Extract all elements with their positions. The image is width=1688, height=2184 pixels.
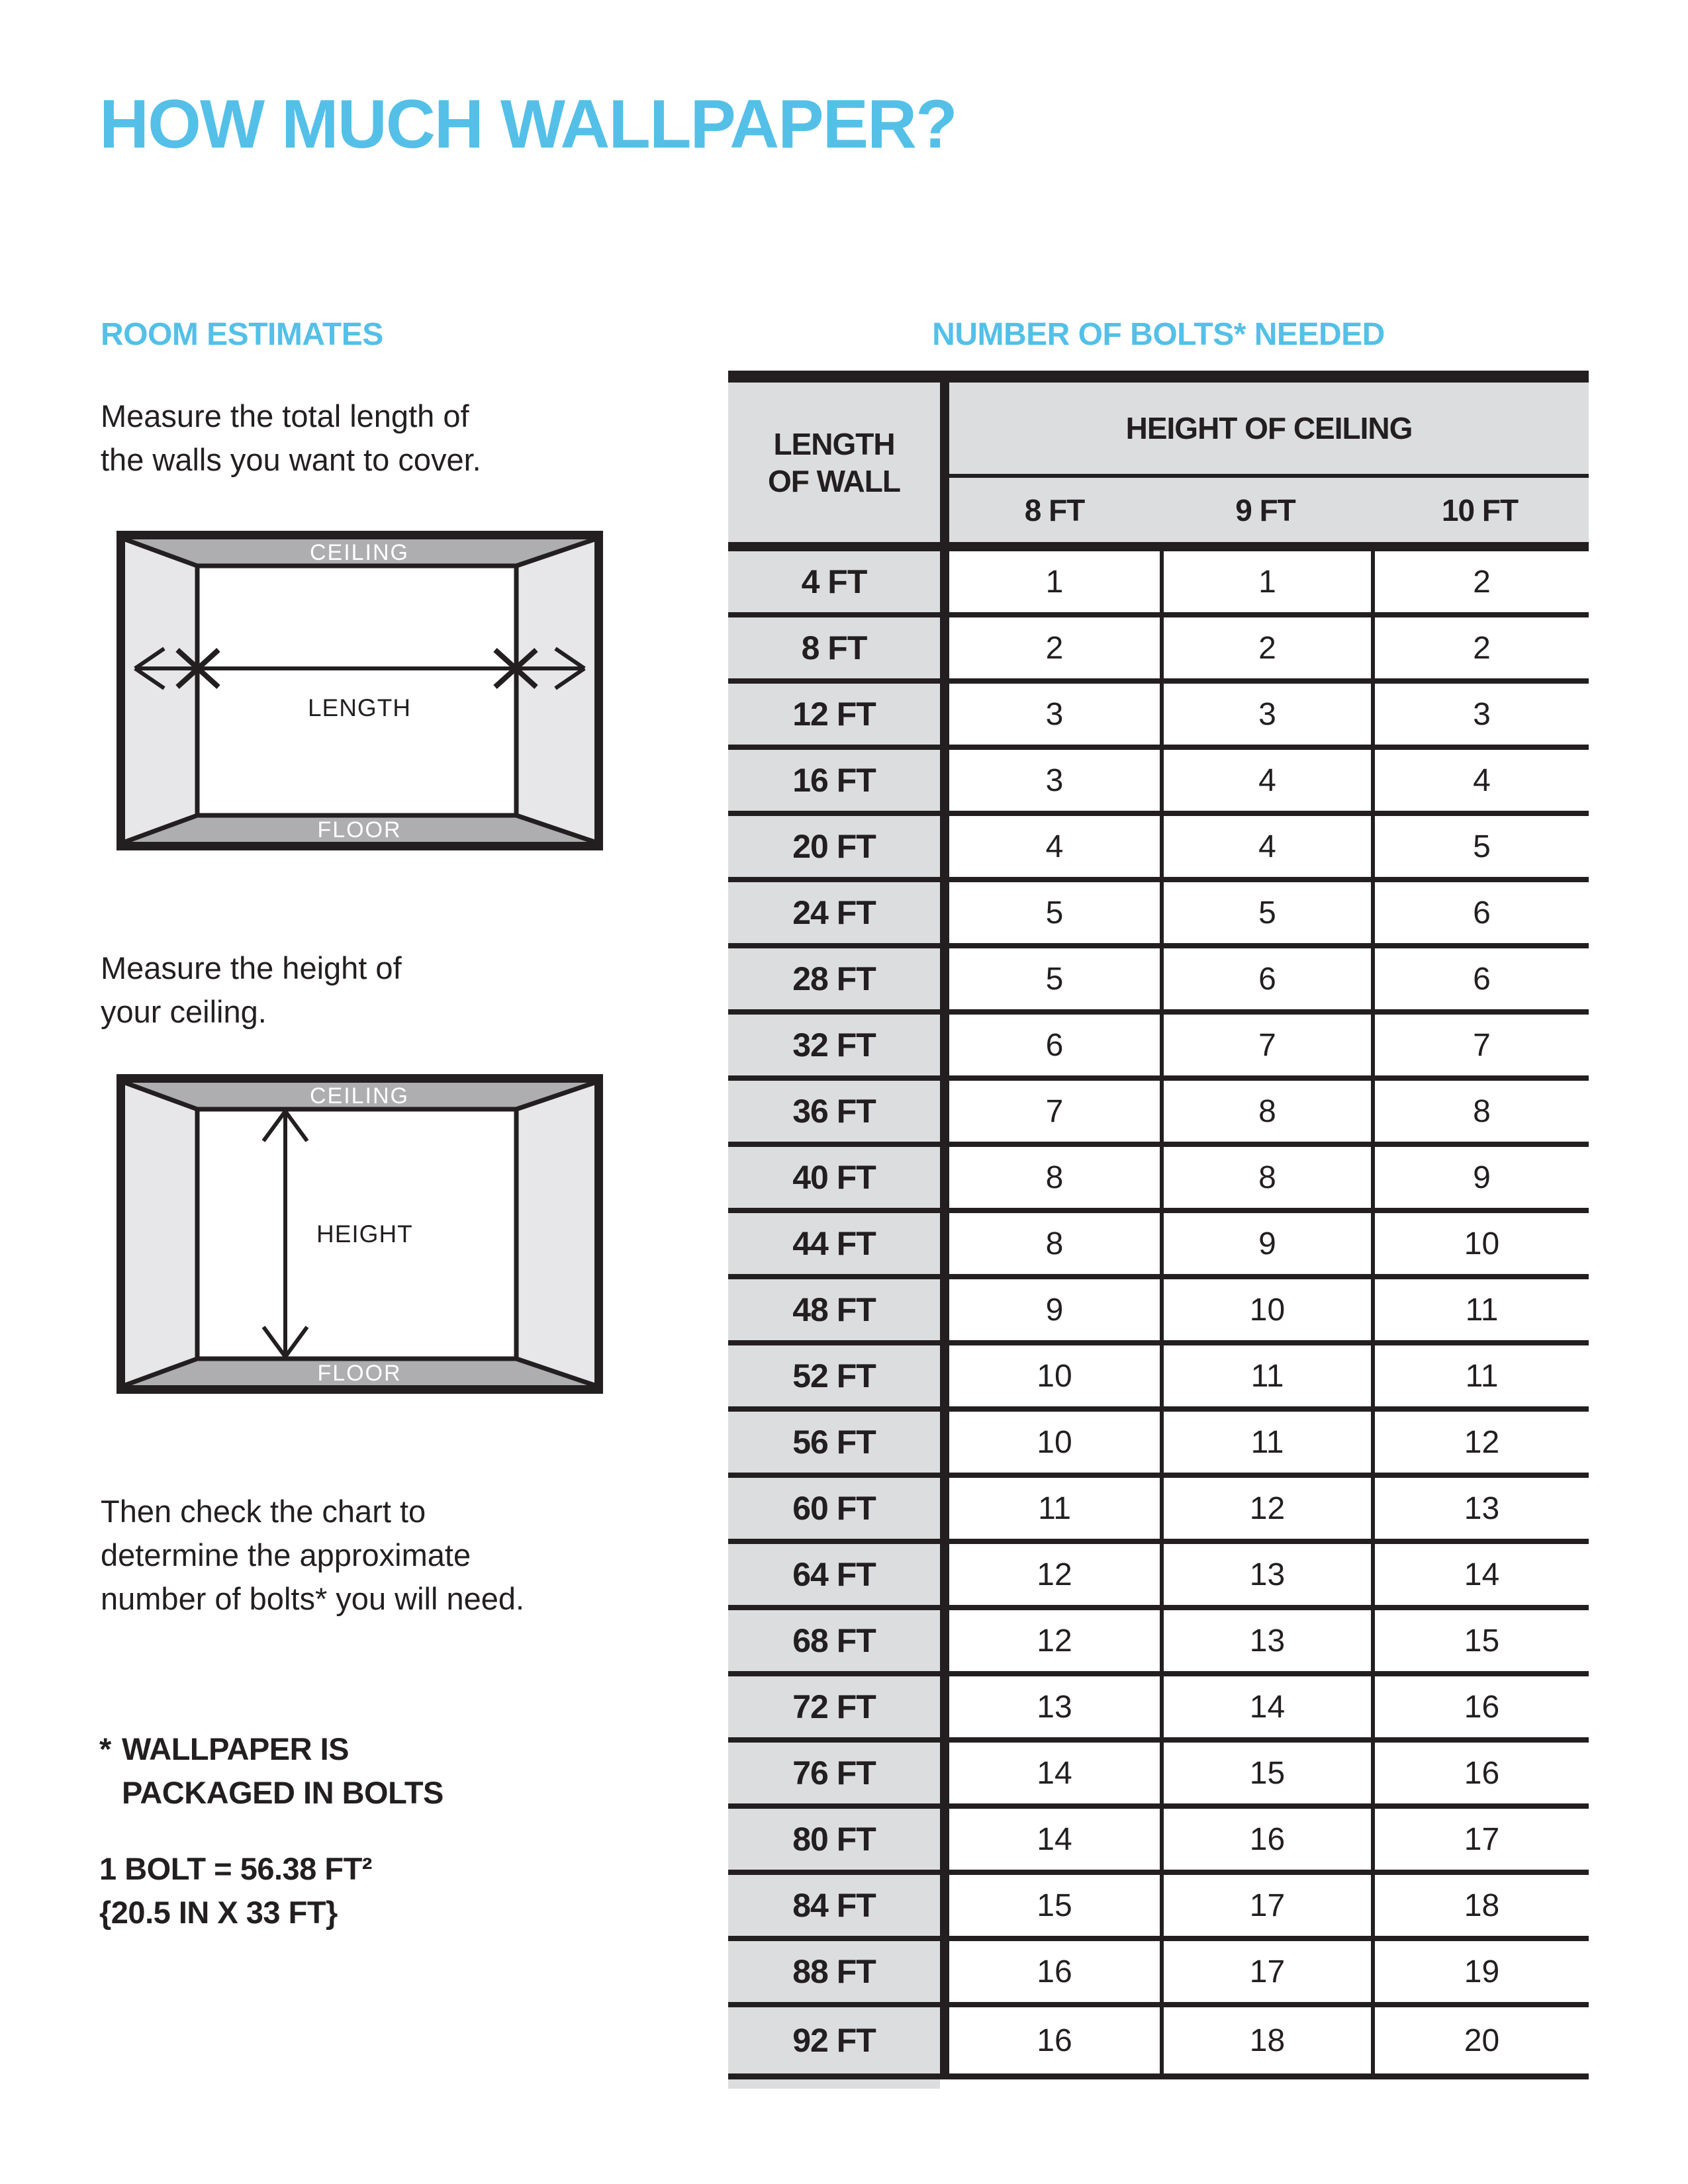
length-of-wall-header <box>728 383 940 542</box>
bolts-value: 17 <box>1371 1809 1589 1870</box>
floor-label: FLOOR <box>317 817 402 842</box>
table-row <box>728 1345 1589 1412</box>
wall-length-label: 64 FT <box>728 1544 940 1605</box>
bolts-value: 5 <box>949 882 1160 943</box>
wall-length-label: 76 FT <box>728 1743 940 1803</box>
bolts-value: 8 <box>1371 1081 1589 1142</box>
bolts-value: 10 <box>949 1412 1160 1473</box>
table-row <box>728 948 1589 1015</box>
wall-length-label: 8 FT <box>728 617 940 678</box>
bolts-value: 20 <box>1371 2007 1589 2073</box>
bolts-value: 2 <box>1371 617 1589 678</box>
paragraph-line: the walls you want to cover. <box>101 442 481 477</box>
ceiling-label: CEILING <box>309 1083 410 1109</box>
right-wall-panel <box>516 1083 594 1385</box>
bolts-value: 6 <box>949 1015 1160 1075</box>
bolts-value: 16 <box>1160 1809 1371 1870</box>
paragraph-line: number of bolts* you will need. <box>101 1581 525 1616</box>
table-row <box>728 617 1589 684</box>
measure-height-paragraph <box>101 946 402 1034</box>
paragraph-line: your ceiling. <box>101 994 267 1029</box>
paragraph-line: Measure the total length of <box>101 398 469 433</box>
bolts-value: 9 <box>1160 1213 1371 1274</box>
table-row <box>728 1213 1589 1279</box>
bolts-value: 5 <box>949 948 1160 1009</box>
paragraph-line: Then check the chart to <box>101 1494 426 1529</box>
bolts-value: 14 <box>949 1743 1160 1803</box>
bolts-value: 18 <box>1160 2007 1371 2073</box>
bolts-value: 8 <box>1160 1147 1371 1208</box>
bolts-value: 6 <box>1371 882 1589 943</box>
wall-length-label: 60 FT <box>728 1478 940 1539</box>
wall-length-label: 28 FT <box>728 948 940 1009</box>
column-divider <box>940 1213 949 1274</box>
column-divider <box>940 948 949 1009</box>
table-row <box>728 1809 1589 1875</box>
bolts-value: 15 <box>949 1875 1160 1936</box>
left-wall-panel <box>125 1083 197 1385</box>
bolts-value: 2 <box>1371 551 1589 612</box>
table-row <box>728 1081 1589 1147</box>
column-divider <box>940 1081 949 1142</box>
page-title: HOW MUCH WALLPAPER? <box>99 86 957 163</box>
bolts-value: 12 <box>949 1610 1160 1671</box>
column-divider <box>940 551 949 612</box>
bolts-value: 12 <box>1160 1478 1371 1539</box>
wall-length-label: 72 FT <box>728 1676 940 1737</box>
bolts-value: 3 <box>949 750 1160 811</box>
wall-length-label: 24 FT <box>728 882 940 943</box>
wall-length-label: 48 FT <box>728 1279 940 1340</box>
table-row <box>728 1743 1589 1809</box>
bolts-value: 4 <box>1371 750 1589 811</box>
table-row <box>728 684 1589 750</box>
wall-length-label: 16 FT <box>728 750 940 811</box>
bolts-value: 12 <box>949 1544 1160 1605</box>
column-divider <box>940 1412 949 1473</box>
wall-length-label: 44 FT <box>728 1213 940 1274</box>
length-label: LENGTH <box>307 694 412 721</box>
bolts-value: 8 <box>1160 1081 1371 1142</box>
bolts-value: 7 <box>1160 1015 1371 1075</box>
column-header-10ft: 10 FT <box>1441 492 1519 527</box>
table-row <box>728 1478 1589 1544</box>
column-divider <box>940 617 949 678</box>
paragraph-line: determine the approximate <box>101 1537 471 1572</box>
room-estimates-heading: ROOM ESTIMATES <box>101 317 383 352</box>
table-row <box>728 551 1589 617</box>
header-line: OF WALL <box>768 463 900 498</box>
bolts-value: 3 <box>949 684 1160 745</box>
table-row <box>728 1544 1589 1610</box>
asterisk: * <box>99 1731 111 1766</box>
table-row <box>728 1279 1589 1345</box>
table-row <box>728 750 1589 816</box>
ceiling-heights-row <box>949 478 1589 542</box>
column-divider <box>940 882 949 943</box>
bolts-value: 10 <box>949 1345 1160 1406</box>
column-divider <box>940 816 949 877</box>
room-length-diagram <box>117 531 603 850</box>
ceiling-label: CEILING <box>309 540 410 565</box>
bolt-size-line: 1 BOLT = 56.38 FT² <box>99 1851 372 1886</box>
column-divider <box>940 1345 949 1406</box>
bolts-value: 5 <box>1160 882 1371 943</box>
bolts-value: 11 <box>1160 1412 1371 1473</box>
bolts-value: 11 <box>1160 1345 1371 1406</box>
footnote-line: WALLPAPER IS <box>122 1731 350 1766</box>
column-divider <box>940 2007 949 2073</box>
wall-length-label: 32 FT <box>728 1015 940 1075</box>
column-divider <box>940 1743 949 1803</box>
bolts-value: 1 <box>949 551 1160 612</box>
table-row <box>728 2007 1589 2073</box>
column-divider <box>940 684 949 745</box>
column-divider <box>940 1015 949 1075</box>
bolts-value: 11 <box>1371 1279 1589 1340</box>
bolts-value: 13 <box>1160 1610 1371 1671</box>
wall-length-label: 84 FT <box>728 1875 940 1936</box>
footnote-line: PACKAGED IN BOLTS <box>122 1775 444 1810</box>
column-divider <box>940 1610 949 1671</box>
bolts-value: 19 <box>1371 1941 1589 2002</box>
bolts-value: 13 <box>1371 1478 1589 1539</box>
floor-label: FLOOR <box>317 1361 402 1386</box>
back-wall <box>197 566 516 815</box>
bolts-value: 18 <box>1371 1875 1589 1936</box>
bolts-value: 3 <box>1160 684 1371 745</box>
table-row <box>728 1676 1589 1743</box>
bolts-value: 8 <box>949 1213 1160 1274</box>
bolts-value: 7 <box>949 1081 1160 1142</box>
bolts-value: 17 <box>1160 1941 1371 2002</box>
table-row <box>728 1412 1589 1478</box>
check-chart-paragraph <box>101 1490 524 1621</box>
wall-length-label: 88 FT <box>728 1941 940 2002</box>
header-line: LENGTH <box>773 426 895 461</box>
table-row <box>728 816 1589 882</box>
wall-length-label: 12 FT <box>728 684 940 745</box>
column-divider <box>940 1544 949 1605</box>
column-divider <box>940 750 949 811</box>
bolts-value: 16 <box>1371 1743 1589 1803</box>
bolts-value: 5 <box>1371 816 1589 877</box>
room-height-svg <box>117 1074 603 1394</box>
bolts-value: 2 <box>1160 617 1371 678</box>
bolts-value: 17 <box>1160 1875 1371 1936</box>
bolts-value: 10 <box>1371 1213 1589 1274</box>
room-length-svg <box>117 531 603 850</box>
bolts-table <box>728 371 1589 2089</box>
bolts-value: 4 <box>1160 750 1371 811</box>
wall-length-label: 20 FT <box>728 816 940 877</box>
wall-length-label: 92 FT <box>728 2007 940 2073</box>
bolt-size-note <box>99 1847 372 1934</box>
bolts-value: 14 <box>1371 1544 1589 1605</box>
left-wall-panel <box>125 539 197 842</box>
bolts-value: 9 <box>1371 1147 1589 1208</box>
bolts-value: 4 <box>949 816 1160 877</box>
column-divider <box>940 1478 949 1539</box>
bolts-value: 14 <box>949 1809 1160 1870</box>
bolts-value: 13 <box>1160 1544 1371 1605</box>
bolts-value: 11 <box>949 1478 1160 1539</box>
column-divider <box>940 1147 949 1208</box>
bolts-value: 15 <box>1160 1743 1371 1803</box>
bolts-value: 10 <box>1160 1279 1371 1340</box>
bolts-value: 1 <box>1160 551 1371 612</box>
bolts-footnote <box>99 1727 444 1815</box>
bolts-value: 4 <box>1160 816 1371 877</box>
table-top-bar <box>728 371 1589 383</box>
column-divider <box>940 1809 949 1870</box>
bolts-value: 15 <box>1371 1610 1589 1671</box>
right-wall-panel <box>516 539 594 842</box>
table-bottom-tab <box>728 2079 940 2089</box>
wall-length-label: 56 FT <box>728 1412 940 1473</box>
bolts-value: 3 <box>1371 684 1589 745</box>
column-divider <box>940 1676 949 1737</box>
bolts-value: 16 <box>1371 1676 1589 1737</box>
header-divider-bar <box>728 542 1589 551</box>
bolts-value: 6 <box>1160 948 1371 1009</box>
wall-length-label: 52 FT <box>728 1345 940 1406</box>
column-divider <box>940 1875 949 1936</box>
table-row <box>728 1147 1589 1213</box>
wall-length-label: 68 FT <box>728 1610 940 1671</box>
table-bottom-bar <box>728 2073 1589 2079</box>
bolts-value: 9 <box>949 1279 1160 1340</box>
paragraph-line: Measure the height of <box>101 950 402 985</box>
height-label: HEIGHT <box>316 1220 413 1248</box>
wall-length-label: 4 FT <box>728 551 940 612</box>
bolts-value: 11 <box>1371 1345 1589 1406</box>
wall-length-label: 36 FT <box>728 1081 940 1142</box>
bolts-value: 14 <box>1160 1676 1371 1737</box>
table-row <box>728 1015 1589 1081</box>
wall-length-label: 80 FT <box>728 1809 940 1870</box>
bolts-needed-heading: NUMBER OF BOLTS* NEEDED <box>932 317 1385 352</box>
table-body <box>728 551 1589 2073</box>
column-header-8ft: 8 FT <box>1024 492 1085 527</box>
bolts-value: 16 <box>949 1941 1160 2002</box>
column-divider <box>940 1941 949 2002</box>
table-row <box>728 882 1589 948</box>
bolt-size-line: {20.5 IN X 33 FT} <box>99 1895 338 1930</box>
column-header-9ft: 9 FT <box>1235 492 1295 527</box>
bolts-value: 16 <box>949 2007 1160 2073</box>
bolts-value: 7 <box>1371 1015 1589 1075</box>
bolts-value: 2 <box>949 617 1160 678</box>
table-row <box>728 1941 1589 2007</box>
wall-length-label: 40 FT <box>728 1147 940 1208</box>
bolts-value: 8 <box>949 1147 1160 1208</box>
height-of-ceiling-header: HEIGHT OF CEILING <box>949 383 1589 478</box>
column-divider <box>940 383 949 542</box>
table-header <box>728 383 1589 542</box>
measure-length-paragraph <box>101 394 481 482</box>
table-row <box>728 1610 1589 1676</box>
bolts-value: 12 <box>1371 1412 1589 1473</box>
table-row <box>728 1875 1589 1941</box>
bolts-value: 6 <box>1371 948 1589 1009</box>
column-divider <box>940 1279 949 1340</box>
room-height-diagram <box>117 1074 603 1394</box>
bolts-value: 13 <box>949 1676 1160 1737</box>
